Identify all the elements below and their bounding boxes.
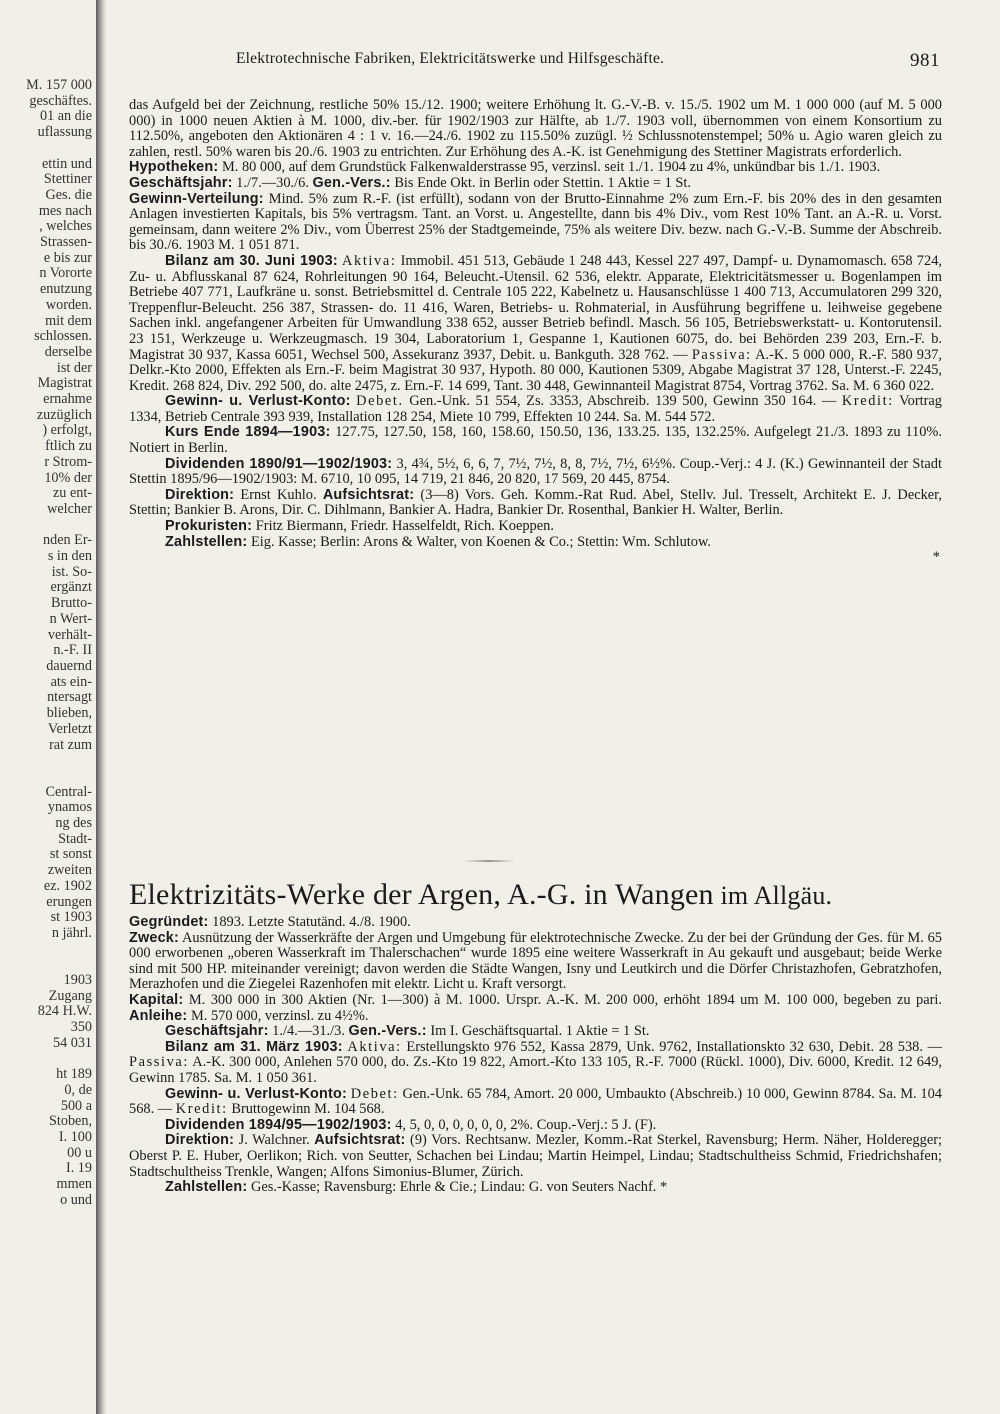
dividends-text-2: 4, 5, 0, 0, 0, 0, 0, 0, 2%. Coup.-Verj.: 5 J. (F). bbox=[391, 1116, 657, 1133]
profit-loss-label-2: Gewinn- u. Verlust-Konto: bbox=[165, 1085, 348, 1102]
left-margin-line: uflassung bbox=[37, 124, 92, 141]
authorized-signatories-entry bbox=[129, 519, 942, 535]
left-margin-line: Central- bbox=[45, 783, 92, 800]
left-margin-line: schlossen. bbox=[34, 328, 92, 345]
left-margin-line: 350 bbox=[70, 1019, 92, 1036]
left-margin-line: enutzung bbox=[39, 281, 92, 298]
liabilities-label-2: Passiva: bbox=[129, 1054, 189, 1071]
left-margin-line: 00 u bbox=[67, 1144, 92, 1161]
founded-label: Gegründet: bbox=[129, 914, 209, 930]
management-label-2: Direktion: bbox=[165, 1132, 235, 1149]
left-margin-line: st sonst bbox=[49, 846, 92, 863]
mortgage-label: Hypotheken: bbox=[129, 159, 219, 176]
left-margin-line: Zugang bbox=[48, 987, 92, 1004]
debit-label: Debet. bbox=[356, 393, 404, 410]
left-margin-line: ntersagt bbox=[47, 689, 92, 706]
fiscal-year-text: 1./7.—30./6. bbox=[232, 174, 313, 191]
board-entry bbox=[129, 488, 942, 519]
left-margin-gap bbox=[0, 769, 94, 785]
fiscal-year-entry-2 bbox=[129, 1024, 942, 1040]
left-margin-line: ats ein- bbox=[50, 673, 92, 690]
left-margin-line: zuzüglich bbox=[36, 406, 92, 423]
paying-agents-text-2: Ges.-Kasse; Ravensburg: Ehrle & Cie.; Lindau: G. von Seuters Nachf. bbox=[247, 1179, 657, 1196]
mortgage-entry bbox=[129, 160, 942, 176]
management-text: Ernst Kuhlo. bbox=[234, 486, 317, 503]
left-margin-line: ist der bbox=[56, 359, 92, 376]
debit-label-2: Debet: bbox=[350, 1085, 399, 1102]
debit-text-2: Gen.-Unk. 65 784, Amort. 20 000, Umbaukto (Abschreib.) 10 000, Gewinn 8784. Sa. M. 104 568. — bbox=[129, 1085, 942, 1118]
paying-agents-label: Zahlstellen: bbox=[165, 533, 248, 550]
dividends-text: 3, 4¾, 5½, 6, 6, 7, 7½, 7½, 8, 8, 7½, 7½, 6½%. Coup.-Verj.: 4 J. (K.) Gewinnanteil der Stadt Stettin 1895/96—1902/1903: M. 6710, 10 095, 14 719, 21 846, 20 820, 17 569, 20 445, 8754. bbox=[129, 455, 942, 488]
supervisory-board-label: Aufsichtsrat: bbox=[322, 486, 415, 503]
left-margin-line: n Vororte bbox=[39, 265, 92, 282]
left-margin-line: mes nach bbox=[38, 202, 92, 219]
end-star: * bbox=[932, 549, 940, 566]
general-meeting-text-2: Im I. Geschäftsquartal. 1 Aktie = 1 St. bbox=[426, 1023, 650, 1040]
management-text-2: J. Walchner. bbox=[234, 1132, 315, 1149]
left-margin-line: I. 100 bbox=[58, 1129, 92, 1145]
left-margin-line: n jährl. bbox=[51, 924, 92, 941]
left-margin-line: Stoben, bbox=[49, 1113, 92, 1130]
left-margin-line: , welches bbox=[39, 218, 92, 235]
left-margin-line: rat zum bbox=[49, 736, 92, 753]
supervisory-board-label-2: Aufsichtsrat: bbox=[314, 1132, 406, 1149]
assets-label-2: Aktiva: bbox=[347, 1038, 402, 1055]
credit-text: Vortrag 1334, Betrieb Centrale 393 939, Installation 128 254, Miete 10 799, Effekten 10 244. Sa. M. 544 572. bbox=[129, 393, 942, 425]
left-margin-line: derselbe bbox=[44, 343, 92, 360]
left-margin-line: ettin und bbox=[41, 155, 92, 172]
balance-sheet-entry-2 bbox=[129, 1040, 942, 1087]
left-margin-gap bbox=[0, 518, 94, 534]
left-margin-line: mit dem bbox=[45, 312, 92, 329]
left-margin-gap bbox=[0, 1052, 94, 1068]
left-margin-line: Verletzt bbox=[47, 720, 92, 737]
left-margin-line: ergänzt bbox=[50, 579, 92, 596]
purpose-text: Ausnützung der Wasserkräfte der Argen und Umgebung für elektrotechnische Zwecke. Zu der bei der Gründung der Ges. für M. 65 000 erworbenen „oberen Wasserkraft im Thalerschachen“ wurde 1895 eine weitere Wasserkraft in Au gekauft und ausgebaut; beide Werke sind mit 500 HP. miteinander vereinigt; davon werden die Städte Wangen, Isny und Leutkirch und die Dörfer Christazhofen, Gebratzhofen, Merazhofen und die Ziegelei Razenhofen mit elektr. Licht u. Kraft versorgt. bbox=[129, 929, 942, 993]
running-head: Elektrotechnische Fabriken, Elektricitätswerke und Hilfsgeschäfte. bbox=[236, 50, 665, 67]
left-margin-line: ernahme bbox=[43, 391, 92, 408]
balance-sheet-label-2: Bilanz am 31. März 1903: bbox=[165, 1038, 343, 1055]
liabilities-text-2: A.-K. 300 000, Anlehen 570 000, do. Zs.-Kto 19 822, Amort.-Kto 133 105, R.-F. 7000 (Rückl. 1000), Div. 6000, Kredit. 12 649, Gewinn 1785. Sa. M. 1 050 361. bbox=[129, 1054, 942, 1086]
board-entry-2 bbox=[129, 1133, 942, 1180]
profit-distribution-label: Gewinn-Verteilung: bbox=[129, 190, 264, 207]
fiscal-year-text-2: 1./4.—31./3. bbox=[268, 1023, 349, 1040]
supervisory-board-text-2: (9) Vors. Rechtsanw. Mezler, Komm.-Rat Sterkel, Ravensburg; Herm. Näher, Holderegger; Oberst P. E. Huber, Oerlikon; Rich. von Seutter, Schachen bei Lindau; Martin Heimpel, Lindau; Stadtschultheiss Schmid, Friedrichshafen; Stadtschultheiss Trenkle, Wangen; Alfons Simonius-Blumer, Zürich. bbox=[129, 1132, 942, 1180]
left-margin-line: s in den bbox=[47, 548, 92, 565]
left-margin-line: 0, de bbox=[64, 1081, 92, 1098]
left-margin-line: ist. So- bbox=[51, 563, 92, 580]
fiscal-year-entry bbox=[129, 176, 942, 192]
left-margin-gap bbox=[0, 942, 94, 958]
assets-text: Immobil. 451 513, Gebäude 1 248 443, Kessel 227 497, Dampf- u. Dynamomasch. 658 724, Zu- u. Abflusskanal 87 624, Rohrleitungen 90 164, Beleucht.-Utensil. 62 536, elektr. Apparate, Elektricitätsmesser u. Bogenlampen im Betriebe 407 771, Laufkräne u. sonst. Betriebsmittel d. Centrale 105 222, Kabelnetz u. Hausanschlüsse 1 400 713, Accumulatoren 299 320, Treppenflur-Beleucht. 256 387, Strassen- do. 11 416, Waren, Betriebs- u. Rohmaterial, in Ausführung begriffene u. leihweise gegebene Sachen inkl. angefangener Arbeiten für Umwandlung 338 652, ausser Betrieb befindl. Masch. 56 105, Betriebswerkstatt- u. Kontorutensil. 23 151, Werkzeuge u. Werkzeugmasch. 19 304, Laboratorium 1, Gespanne 1, Kautionen 6075, do. bei Behörden 239 203, Ern.-F. b. Magistrat 30 937, Kassa 6051, Wechsel 500, Assekuranz 3937, Debit. u. Bankguth. 328 762. — bbox=[129, 252, 942, 363]
page-number: 981 bbox=[910, 50, 940, 71]
authorized-signatories-text: Fritz Biermann, Friedr. Hasselfeldt, Rich. Koeppen. bbox=[252, 518, 554, 535]
left-margin-line: o und bbox=[60, 1191, 92, 1208]
loan-label: Anleihe: bbox=[129, 1007, 188, 1024]
profit-loss-label: Gewinn- u. Verlust-Konto: bbox=[165, 393, 351, 410]
profit-distribution-entry bbox=[129, 192, 942, 254]
left-margin-line: verhält- bbox=[47, 626, 92, 643]
capital-entry bbox=[129, 993, 942, 1024]
debit-text: Gen.-Unk. 51 554, Zs. 3353, Abschreib. 139 500, Gewinn 350 164. — bbox=[403, 393, 842, 410]
left-margin-line: worden. bbox=[45, 296, 92, 313]
balance-sheet-entry bbox=[129, 254, 942, 394]
left-margin-line: 01 an die bbox=[39, 108, 92, 125]
mortgage-text: M. 80 000, auf dem Grundstück Falkenwalderstrasse 95, verzinsl. seit 1./1. 1904 zu 4%, unkündbar bis 1./1. 1903. bbox=[218, 159, 881, 176]
left-margin-line: n.-F. II bbox=[53, 642, 92, 659]
credit-text-2: Bruttogewinn M. 104 568. bbox=[227, 1101, 385, 1118]
left-margin-line: ) erfolgt, bbox=[42, 422, 92, 439]
assets-text-2: Erstellungskto 976 552, Kassa 2879, Unk. 9762, Installationskto 32 630, Debit. 28 538. — bbox=[401, 1038, 942, 1055]
dividends-entry-2 bbox=[129, 1118, 942, 1134]
capital-history-paragraph: das Aufgeld bei der Zeichnung, restliche 50% 15./12. 1900; weitere Erhöhung lt. G.-V.-B. v. 15./5. 1902 um M. 1 000 000 (auf M. 5 000 000) in 1000 neuen Aktien à M. 1000, div.-ber. für 1902/1903 zur Hälfte, ab 1./7. 1903 voll, übernommen von einem Konsortium zu 112.50%, angeboten den Aktionären 4 : 1 v. 16.—24./6. 1902 zu 115.50% zuzügl. ½ Schlussnotenstempel; 50% u. Agio waren gleich zu zahlen, restl. 50% waren bis 20./6. 1903 zu entrichten. Zur Erhöhung des A.-K. ist Genehmigung des Stettiner Magistrats erforderlich. bbox=[129, 97, 942, 160]
left-margin-gap bbox=[0, 753, 94, 769]
profit-loss-entry bbox=[129, 394, 942, 425]
left-margin-line: blieben, bbox=[46, 705, 92, 722]
left-margin-line: 10% der bbox=[44, 469, 92, 486]
share-price-text: 127.75, 127.50, 158, 160, 158.60, 150.50, 136, 133.25. 135, 132.25%. Aufgelegt 21./3. 1893 zu 110%. Notiert in Berlin. bbox=[129, 424, 942, 457]
company-title-location: im Allgäu. bbox=[713, 881, 833, 910]
dividends-entry bbox=[129, 457, 942, 488]
dividends-label: Dividenden 1890/91—1902/1903: bbox=[165, 455, 393, 472]
main-column-new-entry bbox=[129, 915, 942, 1196]
authorized-signatories-label: Prokuristen: bbox=[165, 518, 253, 535]
founded-text: 1893. Letzte Statutänd. 4./8. 1900. bbox=[208, 914, 411, 930]
credit-label: Kredit: bbox=[841, 393, 894, 410]
paying-agents-entry-2 bbox=[129, 1180, 942, 1196]
loan-text: M. 570 000, verzinsl. zu 4½%. bbox=[187, 1007, 369, 1024]
fiscal-year-label: Geschäftsjahr: bbox=[129, 174, 233, 191]
left-margin-line: ng des bbox=[55, 814, 92, 831]
capital-text: M. 300 000 in 300 Aktien (Nr. 1—300) à M. 1000. Urspr. A.-K. M. 200 000, erhöht 1894 um M. 100 000, begeben zu pari. bbox=[183, 991, 942, 1008]
left-margin-line: Strassen- bbox=[39, 234, 92, 251]
left-margin-gap bbox=[0, 141, 94, 157]
left-margin-line: r Strom- bbox=[44, 453, 92, 470]
left-margin-line: zu ent- bbox=[53, 485, 92, 502]
dividends-label-2: Dividenden 1894/95—1902/1903: bbox=[165, 1116, 392, 1133]
balance-sheet-label: Bilanz am 30. Juni 1903: bbox=[165, 252, 338, 269]
left-margin-line: n Wert- bbox=[49, 610, 92, 627]
paying-agents-entry bbox=[129, 535, 942, 551]
paying-agents-label-2: Zahlstellen: bbox=[165, 1179, 248, 1196]
left-margin-line: 54 031 bbox=[52, 1034, 92, 1051]
company-title bbox=[129, 878, 944, 913]
left-margin-line: Magistrat bbox=[37, 375, 92, 392]
section-divider bbox=[463, 860, 515, 862]
left-margin-line: 500 a bbox=[60, 1097, 92, 1114]
liabilities-label: Passiva: bbox=[691, 346, 752, 363]
paying-agents-text: Eig. Kasse; Berlin: Arons & Walter, von Koenen & Co.; Stettin: Wm. Schlutow. bbox=[247, 533, 712, 550]
left-margin-line: dauernd bbox=[46, 657, 92, 674]
profit-loss-entry-2 bbox=[129, 1087, 942, 1118]
left-margin-line: 1903 bbox=[63, 971, 92, 988]
left-margin-line: 824 H.W. bbox=[37, 1003, 92, 1020]
founded-entry bbox=[129, 915, 942, 931]
left-margin-line: M. 157 000 bbox=[26, 78, 92, 93]
share-price-entry bbox=[129, 425, 942, 456]
purpose-label: Zweck: bbox=[129, 929, 179, 946]
left-margin-line: Ges. die bbox=[45, 186, 92, 203]
general-meeting-label-2: Gen.-Vers.: bbox=[348, 1023, 427, 1040]
left-margin-line: geschäftes. bbox=[29, 92, 92, 109]
share-price-label: Kurs Ende 1894—1903: bbox=[165, 424, 331, 441]
left-margin-gap bbox=[0, 957, 94, 973]
left-margin-line: Stettiner bbox=[43, 171, 92, 188]
left-margin-line: welcher bbox=[47, 500, 92, 517]
left-margin-column-fragment bbox=[0, 78, 94, 1408]
liabilities-text: A.-K. 5 000 000, R.-F. 580 937, Delkr.-Kto 2000, Effekten als Ern.-F. beim Magistrat 30 937, Hypoth. 80 000, Kautionen 5309, Abgabe Magistrat 37 128, Unterst.-F. 2245, Kredit. 268 824, Div. 292 500, do. alte 2475, z. Ern.-F. 14 699, Tant. 30 448, Gewinnanteil Magistrat 8754, Vortrag 3762. Sa. M. 6 360 022. bbox=[129, 346, 942, 394]
left-margin-line: erungen bbox=[46, 893, 92, 910]
purpose-entry bbox=[129, 931, 942, 993]
general-meeting-label: Gen.-Vers.: bbox=[312, 174, 391, 191]
profit-distribution-text: Mind. 5% zum R.-F. (ist erfüllt), sodann von der Brutto-Einnahme 2% zum Ern.-F. bis 20% des in den gesamten Anlagen investierten Kapitals, bis 5% vertragsm. Tant. an Vorst. u. Angestellte, dann bis 4% Div., vom Rest 10% Tant. an A.-R. u. Vorst. gemeinsam, dann weitere 2% Div., vom Überrest 25% der Stadtgemeinde, 75% als weitere Div. bezw. nach G.-V.-B. Summe der Abschreib. bis 30./6. 1903 M. 1 051 871. bbox=[129, 190, 942, 254]
page-gutter-shadow bbox=[96, 0, 106, 1414]
left-margin-line: Stadt- bbox=[58, 830, 92, 847]
left-margin-line: ftlich zu bbox=[45, 438, 92, 455]
company-title-main: Elektrizitäts-Werke der Argen, A.-G. in Wangen bbox=[129, 878, 714, 911]
left-margin-line: ht 189 bbox=[56, 1066, 92, 1083]
supervisory-board-text: (3—8) Vors. Geh. Komm.-Rat Rud. Abel, Stellv. Jul. Tresselt, Architekt E. J. Decker, Stettin; Bankier B. Arons, Dir. C. Dihlmann, Bankier A. Hadra, Bankier Dr. Rosenthal, Bankier H. Walter, Berlin. bbox=[129, 486, 942, 519]
left-margin-line: mmen bbox=[56, 1176, 92, 1193]
left-margin-line: e bis zur bbox=[43, 249, 92, 266]
main-column-continued-entry bbox=[129, 98, 942, 566]
left-margin-line: Brutto- bbox=[51, 595, 92, 612]
end-star-2: * bbox=[659, 1179, 668, 1196]
credit-label-2: Kredit: bbox=[175, 1101, 228, 1118]
left-margin-line: nden Er- bbox=[43, 532, 92, 549]
capital-label: Kapital: bbox=[129, 991, 184, 1008]
management-label: Direktion: bbox=[165, 486, 235, 503]
left-margin-line: ynamos bbox=[47, 799, 92, 816]
left-margin-line: st 1903 bbox=[50, 909, 92, 926]
general-meeting-text: Bis Ende Okt. in Berlin oder Stettin. 1 Aktie = 1 St. bbox=[390, 174, 692, 191]
left-margin-line: ez. 1902 bbox=[43, 877, 92, 894]
left-margin-line: I. 19 bbox=[65, 1160, 92, 1177]
left-margin-line: zweiten bbox=[47, 862, 92, 879]
fiscal-year-label-2: Geschäftsjahr: bbox=[165, 1023, 269, 1040]
assets-label: Aktiva: bbox=[342, 252, 397, 269]
